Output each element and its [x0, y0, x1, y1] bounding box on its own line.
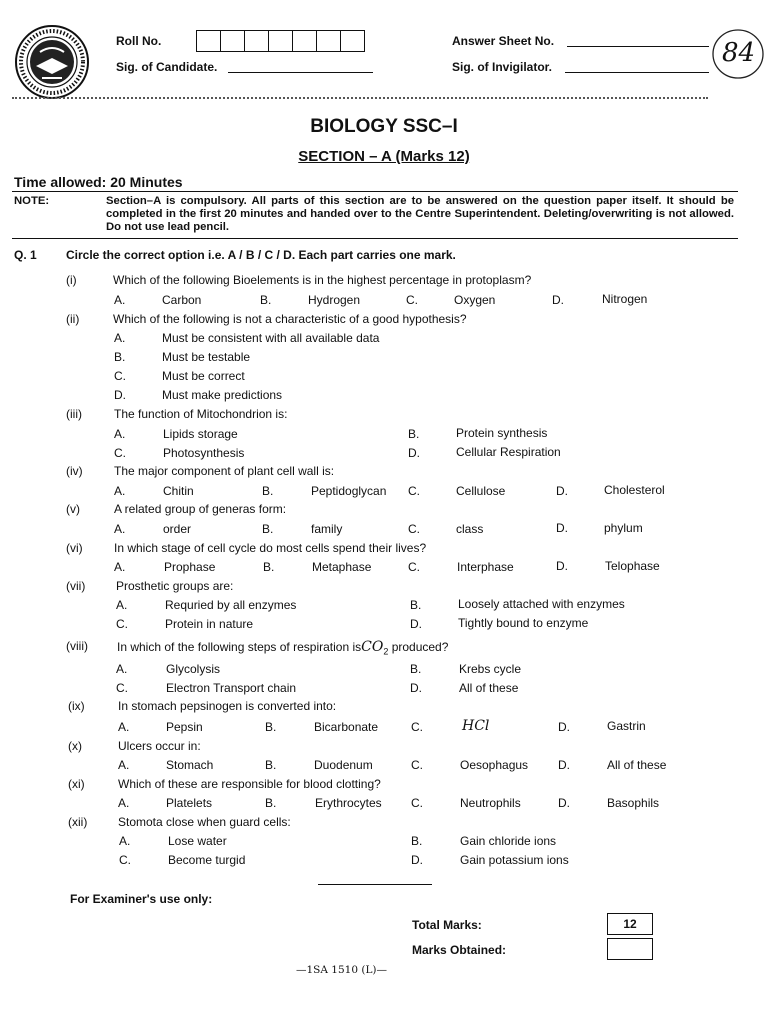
option-text[interactable]: HCl [462, 718, 490, 734]
footer-divider [318, 884, 432, 885]
option-text[interactable]: Gain chloride ions [460, 834, 557, 848]
answer-sheet-line[interactable] [567, 46, 709, 47]
option-letter[interactable]: C. [114, 446, 126, 460]
total-marks-label: Total Marks: [412, 918, 482, 932]
question-text: In which stage of cell cycle do most cells spend their lives? [114, 541, 427, 555]
question-text: Ulcers occur in: [118, 739, 201, 753]
marks-obtained-label: Marks Obtained: [412, 943, 507, 957]
option-text[interactable]: Gastrin [607, 719, 646, 733]
option-text[interactable]: Glycolysis [166, 662, 221, 676]
option-letter[interactable]: C. [116, 681, 128, 695]
option-text[interactable]: Must be correct [162, 369, 245, 383]
option-letter[interactable]: D. [114, 388, 126, 402]
question-number: (x) [68, 739, 82, 753]
question-text: The major component of plant cell wall is: [114, 464, 335, 478]
question-text: Which of the following Bioelements is in the highest percentage in protoplasm? [113, 273, 532, 287]
option-letter[interactable]: C. [411, 720, 423, 734]
question-text: The function of Mitochondrion is: [114, 407, 288, 421]
option-letter[interactable]: A. [114, 522, 126, 536]
option-text[interactable]: All of these [607, 758, 667, 772]
option-letter[interactable]: C. [406, 293, 418, 307]
option-text[interactable]: Hydrogen [308, 293, 361, 307]
option-letter[interactable]: D. [556, 484, 568, 498]
option-letter[interactable]: B. [114, 350, 126, 364]
option-letter[interactable]: D. [558, 796, 570, 810]
option-text[interactable]: Bicarbonate [314, 720, 379, 734]
option-text[interactable]: Platelets [166, 796, 213, 810]
board-seal-logo [12, 22, 92, 102]
sig-candidate-line[interactable] [228, 72, 373, 73]
question-text-part: In which of the following steps of respiration is [117, 640, 362, 654]
option-letter[interactable]: B. [262, 484, 274, 498]
question-number: (v) [66, 502, 80, 516]
section-title: SECTION – A (Marks 12) [298, 148, 470, 165]
sig-invigilator-label: Sig. of Invigilator. [452, 60, 553, 74]
divider-note [12, 238, 738, 239]
co2-formula: CO [361, 639, 384, 655]
option-text[interactable]: Become turgid [168, 853, 246, 867]
option-text[interactable]: Gain potassium ions [460, 853, 569, 867]
option-text[interactable]: class [456, 522, 484, 536]
question-number: (ii) [66, 312, 80, 326]
option-letter[interactable]: B. [411, 834, 423, 848]
question-number: (iii) [66, 407, 82, 421]
option-letter[interactable]: B. [410, 662, 422, 676]
cut-line [12, 97, 708, 99]
option-letter[interactable]: B. [265, 796, 277, 810]
note-label: NOTE: [14, 195, 50, 207]
option-text[interactable]: All of these [459, 681, 519, 695]
option-text[interactable]: Oxygen [454, 293, 496, 307]
divider-top [12, 191, 738, 192]
option-letter[interactable]: A. [118, 758, 130, 772]
paper-title: BIOLOGY SSC–I [310, 116, 458, 137]
option-text[interactable]: Protein synthesis [456, 426, 548, 440]
marks-obtained-box[interactable] [607, 938, 653, 960]
option-text[interactable]: Must be consistent with all available data [162, 331, 380, 345]
option-text[interactable]: Pepsin [166, 720, 203, 734]
option-text[interactable]: Photosynthesis [163, 446, 245, 460]
question-number: (vi) [66, 541, 83, 555]
question-number: (iv) [66, 464, 83, 478]
roll-no-boxes[interactable] [196, 30, 365, 52]
option-text[interactable]: family [311, 522, 343, 536]
option-text[interactable]: order [163, 522, 192, 536]
option-letter[interactable]: D. [410, 681, 422, 695]
option-letter[interactable]: D. [552, 293, 564, 307]
option-letter[interactable]: C. [411, 758, 423, 772]
option-letter[interactable]: B. [265, 720, 277, 734]
option-letter[interactable]: B. [262, 522, 274, 536]
option-letter[interactable]: D. [558, 720, 570, 734]
option-letter[interactable]: A. [119, 834, 131, 848]
option-letter[interactable]: A. [114, 560, 126, 574]
question-number: (ix) [68, 699, 85, 713]
option-letter[interactable]: C. [119, 853, 131, 867]
option-letter[interactable]: C. [411, 796, 423, 810]
q1-number: Q. 1 [14, 248, 37, 262]
option-text[interactable]: Interphase [457, 560, 514, 574]
handwritten-number: 84 [722, 38, 756, 68]
option-letter[interactable]: C. [116, 617, 128, 631]
option-text[interactable]: Neutrophils [460, 796, 521, 810]
option-letter[interactable]: B. [410, 598, 422, 612]
option-text[interactable]: Krebs cycle [459, 662, 522, 676]
option-text[interactable]: Nitrogen [602, 292, 648, 306]
option-text[interactable]: Cellulose [456, 484, 506, 498]
option-text[interactable]: Cholesterol [604, 483, 665, 497]
question-number: (i) [66, 273, 77, 287]
option-text[interactable]: Loosely attached with enzymes [458, 597, 625, 611]
note-text: Section–A is compulsory. All parts of this section are to be answered on the question paper itself. It should be completed in the first 20 minutes and handed over to the Centre Superintendent. Deleting/overwriting is not allowed. Do not use lead pencil. [106, 195, 734, 233]
option-letter[interactable]: B. [260, 293, 272, 307]
time-allowed: Time allowed: 20 Minutes [14, 174, 183, 190]
option-text[interactable]: Oesophagus [460, 758, 529, 772]
option-text[interactable]: Metaphase [312, 560, 372, 574]
option-text[interactable]: Telophase [605, 559, 660, 573]
question-text: Stomota close when guard cells: [118, 815, 291, 829]
option-text[interactable]: Cellular Respiration [456, 445, 561, 459]
question-text: Which of the following is not a characteristic of a good hypothesis? [113, 312, 467, 326]
question-number: (xi) [68, 777, 85, 791]
option-text[interactable]: Lose water [168, 834, 227, 848]
option-text[interactable]: Duodenum [314, 758, 373, 772]
option-text[interactable]: Lipids storage [163, 427, 238, 441]
question-text: Prosthetic groups are: [116, 579, 234, 593]
option-text[interactable]: Must make predictions [162, 388, 283, 402]
option-letter[interactable]: A. [114, 293, 126, 307]
option-text[interactable]: Stomach [166, 758, 214, 772]
option-letter[interactable]: D. [408, 446, 420, 460]
sig-invigilator-line[interactable] [565, 72, 709, 73]
option-letter[interactable]: D. [558, 758, 570, 772]
option-text[interactable]: Peptidoglycan [311, 484, 387, 498]
option-text[interactable]: Chitin [163, 484, 194, 498]
paper-code: —1SA 1510 (L)— [296, 964, 388, 976]
option-letter[interactable]: A. [114, 427, 126, 441]
option-text[interactable]: Protein in nature [165, 617, 254, 631]
option-text[interactable]: phylum [604, 521, 643, 535]
question-number: (vii) [66, 579, 86, 593]
question-number: (xii) [68, 815, 88, 829]
question-text: Which of these are responsible for blood clotting? [118, 777, 381, 791]
option-letter[interactable]: C. [408, 560, 420, 574]
option-letter[interactable]: D. [556, 559, 568, 573]
option-letter[interactable]: C. [408, 522, 420, 536]
option-letter[interactable]: D. [411, 853, 423, 867]
question-text: A related group of generas form: [114, 502, 287, 516]
option-text[interactable]: Prophase [164, 560, 216, 574]
q1-instruction: Circle the correct option i.e. A / B / C / D. Each part carries one mark. [66, 248, 456, 262]
option-text[interactable]: Carbon [162, 293, 202, 307]
option-letter[interactable]: A. [114, 484, 126, 498]
option-text[interactable]: Electron Transport chain [166, 681, 297, 695]
examiner-label: For Examiner's use only: [70, 892, 213, 906]
option-letter[interactable]: B. [263, 560, 275, 574]
roll-no-label: Roll No. [116, 34, 162, 48]
question-text: In stomach pepsinogen is converted into: [118, 699, 337, 713]
question-text [117, 639, 448, 656]
option-letter[interactable]: A. [116, 598, 128, 612]
option-letter[interactable]: A. [114, 331, 126, 345]
option-text[interactable]: Must be testable [162, 350, 251, 364]
option-letter[interactable]: B. [265, 758, 277, 772]
option-letter[interactable]: D. [556, 521, 568, 535]
option-text[interactable]: Erythrocytes [315, 796, 382, 810]
option-letter[interactable]: A. [118, 720, 130, 734]
option-text[interactable]: Requried by all enzymes [165, 598, 297, 612]
question-text-part: produced? [391, 640, 449, 654]
option-letter[interactable]: C. [114, 369, 126, 383]
total-marks-box: 12 [607, 913, 653, 935]
option-letter[interactable]: B. [408, 427, 420, 441]
option-letter[interactable]: C. [408, 484, 420, 498]
sig-candidate-label: Sig. of Candidate. [116, 60, 218, 74]
option-text[interactable]: Basophils [607, 796, 660, 810]
answer-sheet-label: Answer Sheet No. [452, 34, 555, 48]
question-number: (viii) [66, 639, 88, 653]
option-letter[interactable]: A. [118, 796, 130, 810]
option-letter[interactable]: A. [116, 662, 128, 676]
option-letter[interactable]: D. [410, 617, 422, 631]
co2-subscript: 2 [383, 646, 389, 657]
option-text[interactable]: Tightly bound to enzyme [458, 616, 589, 630]
